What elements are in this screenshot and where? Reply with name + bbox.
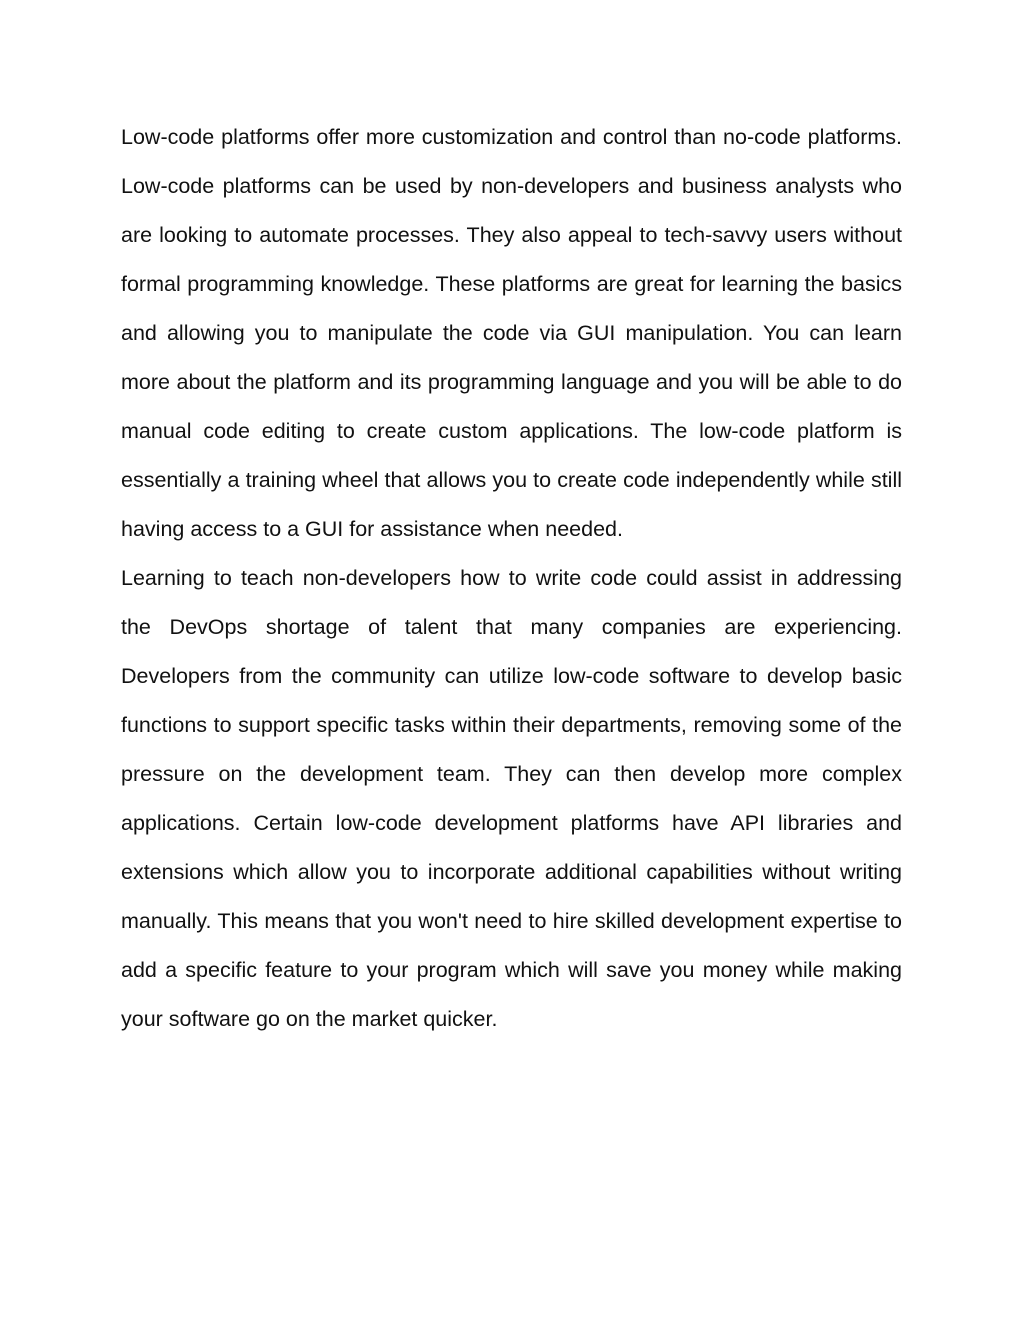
document-body — [121, 113, 902, 1044]
paragraph-teaching-non-developers: Learning to teach non-developers how to write code could assist in addressing the DevOps shortage of talent that many companies are experiencing. Developers from the community can utilize low-code software to develop basic functions to support specific tasks within their departments, removing some of the pressure on the development team. They can then develop more complex applications. Certain low-code development platforms have API libraries and extensions which allow you to incorporate additional capabilities without writing manually. This means that you won't need to hire skilled development expertise to add a specific feature to your program which will save you money while making your software go on the market quicker. — [121, 566, 902, 1031]
paragraph-low-code-platforms: Low-code platforms offer more customization and control than no-code platforms. Low-code platforms can be used by non-developers and business analysts who are looking to automate processes. They also appeal to tech-savvy users without formal programming knowledge. These platforms are great for learning the basics and allowing you to manipulate the code via GUI manipulation. You can learn more about the platform and its programming language and you will be able to do manual code editing to create custom applications. The low-code platform is essentially a training wheel that allows you to create code independently while still having access to a GUI for assistance when needed. — [121, 125, 902, 541]
